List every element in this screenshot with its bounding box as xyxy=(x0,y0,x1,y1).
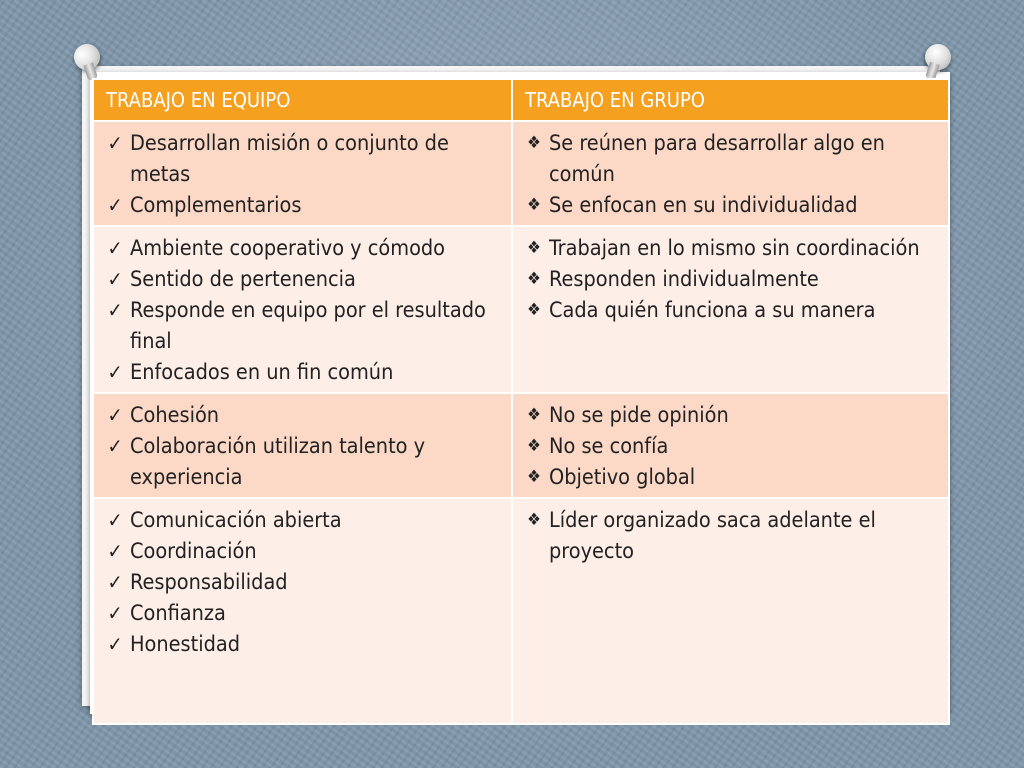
list-item-text: Se enfocan en su individualidad xyxy=(549,193,858,218)
table-row xyxy=(93,121,949,226)
group-cell xyxy=(512,226,949,393)
checkmark-icon: ✓ xyxy=(107,267,123,291)
list-item-text: Responden individualmente xyxy=(549,267,819,292)
comparison-table xyxy=(92,78,950,725)
checkmark-icon: ✓ xyxy=(107,434,123,458)
list-item xyxy=(519,128,940,190)
list-item xyxy=(100,400,503,431)
list-item xyxy=(519,400,940,431)
table-row xyxy=(93,393,949,498)
list-item xyxy=(519,233,940,264)
list-item-text: Cada quién funciona a su manera xyxy=(549,298,876,323)
team-cell xyxy=(93,226,512,393)
list-item-text: No se pide opinión xyxy=(549,403,729,428)
four-diamond-icon: ❖ xyxy=(527,436,541,456)
four-diamond-icon: ❖ xyxy=(527,238,541,258)
checkmark-icon: ✓ xyxy=(107,360,123,384)
team-cell xyxy=(93,121,512,226)
four-diamond-icon: ❖ xyxy=(527,195,541,215)
list-item-text: Comunicación abierta xyxy=(130,508,342,533)
four-diamond-icon: ❖ xyxy=(527,300,541,320)
table-row xyxy=(93,498,949,724)
header-trabajo-en-equipo: TRABAJO EN EQUIPO xyxy=(93,79,512,121)
list-item-text: Trabajan en lo mismo sin coordinación xyxy=(549,236,920,261)
list-item-text: Ambiente cooperativo y cómodo xyxy=(130,236,446,261)
group-cell xyxy=(512,393,949,498)
list-item-text: Enfocados en un fin común xyxy=(130,360,394,385)
list-item-text: Cohesión xyxy=(130,403,220,428)
list-item xyxy=(519,505,940,567)
list-item-text: Colaboración utilizan talento y experiencia xyxy=(130,434,426,490)
list-item-text: Honestidad xyxy=(130,632,240,657)
checkmark-icon: ✓ xyxy=(107,403,123,427)
checkmark-icon: ✓ xyxy=(107,570,123,594)
team-list xyxy=(100,505,503,660)
list-item-text: Se reúnen para desarrollar algo en común xyxy=(549,131,885,187)
list-item xyxy=(100,431,503,493)
checkmark-icon: ✓ xyxy=(107,298,123,322)
group-list xyxy=(519,128,940,221)
list-item xyxy=(519,462,940,493)
list-item-text: No se confía xyxy=(549,434,669,459)
checkmark-icon: ✓ xyxy=(107,601,123,625)
team-cell xyxy=(93,393,512,498)
list-item xyxy=(100,295,503,357)
list-item-text: Coordinación xyxy=(130,539,257,564)
list-item xyxy=(100,233,503,264)
team-cell xyxy=(93,498,512,724)
checkmark-icon: ✓ xyxy=(107,508,123,532)
list-item-text: Responsabilidad xyxy=(130,570,288,595)
list-item xyxy=(100,190,503,221)
checkmark-icon: ✓ xyxy=(107,539,123,563)
list-item xyxy=(519,190,940,221)
list-item xyxy=(100,536,503,567)
list-item xyxy=(519,431,940,462)
list-item xyxy=(100,629,503,660)
list-item xyxy=(100,505,503,536)
team-list xyxy=(100,128,503,221)
table-row xyxy=(93,226,949,393)
list-item-text: Líder organizado saca adelante el proyecto xyxy=(549,508,876,564)
list-item-text: Complementarios xyxy=(130,193,302,218)
list-item xyxy=(100,598,503,629)
list-item xyxy=(100,264,503,295)
list-item xyxy=(100,128,503,190)
group-list xyxy=(519,400,940,493)
list-item xyxy=(100,357,503,388)
list-item-text: Responde en equipo por el resultado final xyxy=(130,298,486,354)
checkmark-icon: ✓ xyxy=(107,193,123,217)
four-diamond-icon: ❖ xyxy=(527,405,541,425)
checkmark-icon: ✓ xyxy=(107,131,123,155)
four-diamond-icon: ❖ xyxy=(527,269,541,289)
checkmark-icon: ✓ xyxy=(107,632,123,656)
group-list xyxy=(519,505,940,567)
four-diamond-icon: ❖ xyxy=(527,133,541,153)
header-trabajo-en-grupo: TRABAJO EN GRUPO xyxy=(512,79,949,121)
team-list xyxy=(100,400,503,493)
checkmark-icon: ✓ xyxy=(107,236,123,260)
list-item-text: Objetivo global xyxy=(549,465,696,490)
four-diamond-icon: ❖ xyxy=(527,467,541,487)
list-item xyxy=(100,567,503,598)
team-list xyxy=(100,233,503,388)
list-item-text: Sentido de pertenencia xyxy=(130,267,356,292)
list-item-text: Desarrollan misión o conjunto de metas xyxy=(130,131,449,187)
group-cell xyxy=(512,498,949,724)
table-header-row xyxy=(93,79,949,121)
group-list xyxy=(519,233,940,326)
four-diamond-icon: ❖ xyxy=(527,510,541,530)
group-cell xyxy=(512,121,949,226)
list-item xyxy=(519,264,940,295)
list-item xyxy=(519,295,940,326)
list-item-text: Confianza xyxy=(130,601,226,626)
